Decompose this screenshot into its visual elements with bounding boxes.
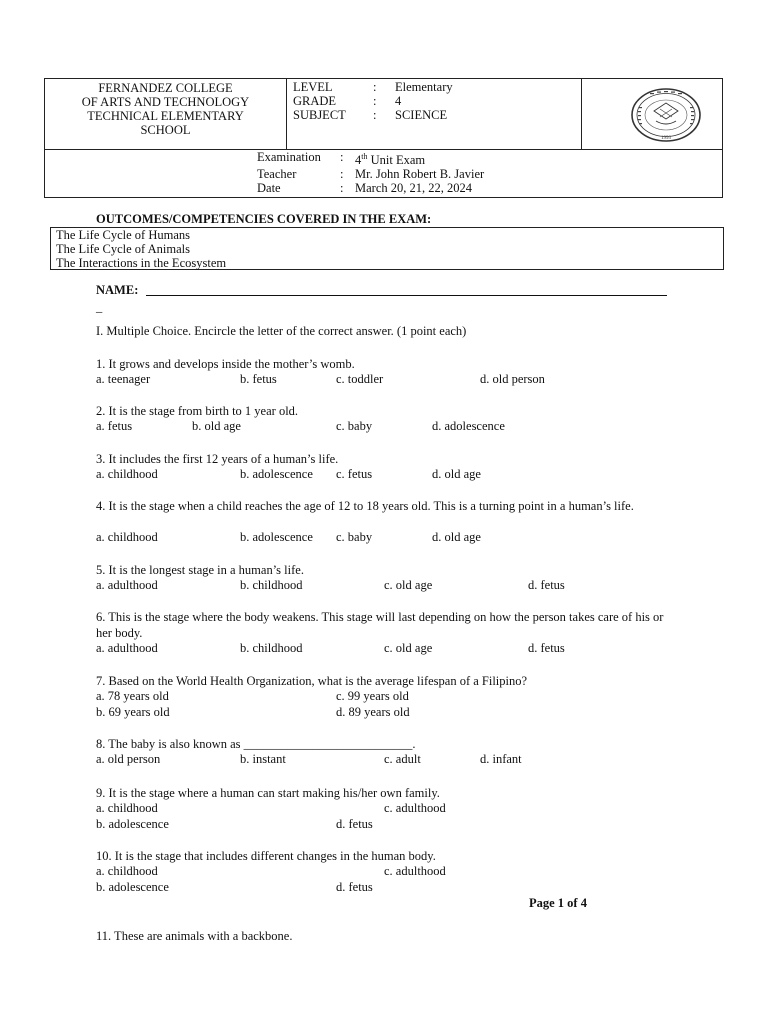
answer-option[interactable]: b. adolescence xyxy=(96,880,169,894)
question: 8. The baby is also known as ___________________________. xyxy=(96,737,416,751)
colon: : xyxy=(340,167,344,182)
answer-option[interactable]: a. fetus xyxy=(96,419,133,433)
question: 2. It is the stage from birth to 1 year old. xyxy=(96,404,299,418)
date-row xyxy=(257,181,484,195)
answer-option[interactable]: c. fetus xyxy=(336,467,373,481)
question: 5. It is the longest stage in a human’s life. xyxy=(96,563,304,577)
answer-option[interactable]: d. fetus xyxy=(336,817,373,831)
school-line: FERNANDEZ COLLEGE xyxy=(98,81,233,95)
exam-value: 4th Unit Exam xyxy=(355,152,426,168)
page-number: Page 1 of 4 xyxy=(529,896,587,910)
school-name xyxy=(45,79,287,149)
answer-option[interactable]: a. old person xyxy=(96,752,161,766)
school-line: TECHNICAL ELEMENTARY xyxy=(87,109,244,123)
teacher-label: Teacher xyxy=(257,167,297,182)
answer-option[interactable]: c. toddler xyxy=(336,372,384,386)
answer-option[interactable]: a. adulthood xyxy=(96,578,158,592)
logo-cell xyxy=(582,79,722,149)
colon: : xyxy=(340,181,344,196)
class-info xyxy=(287,79,582,149)
answer-option[interactable]: b. instant xyxy=(240,752,286,766)
outcomes-title: OUTCOMES/COMPETENCIES COVERED IN THE EXAM: xyxy=(96,212,432,226)
answer-option[interactable]: c. old age xyxy=(384,641,433,655)
answer-option[interactable]: d. fetus xyxy=(528,578,565,592)
grade-label: GRADE xyxy=(293,94,337,108)
outcome-item: The Life Cycle of Animals xyxy=(56,242,190,256)
school-seal-icon xyxy=(630,87,702,143)
answer-option[interactable]: a. childhood xyxy=(96,801,158,815)
answer-option[interactable]: a. 78 years old xyxy=(96,689,169,703)
level-value: Elementary xyxy=(395,80,453,94)
name-dash: _ xyxy=(96,300,103,314)
answer-option[interactable]: c. adulthood xyxy=(384,864,446,878)
answer-option[interactable]: b. old age xyxy=(192,419,241,433)
answer-option[interactable]: a. childhood xyxy=(96,530,158,544)
question: 6. This is the stage where the body weakens. This stage will last depending on how the person takes care of his or her body. xyxy=(96,610,664,640)
answer-option[interactable]: b. adolescence xyxy=(240,530,313,544)
answer-option[interactable]: a. adulthood xyxy=(96,641,158,655)
answer-option[interactable]: b. childhood xyxy=(240,578,303,592)
outcome-item: The Life Cycle of Humans xyxy=(56,228,190,242)
date-label: Date xyxy=(257,181,281,196)
header-top-row xyxy=(45,79,722,150)
school-line: OF ARTS AND TECHNOLOGY xyxy=(81,95,250,109)
answer-option[interactable]: d. fetus xyxy=(528,641,565,655)
name-label: NAME: xyxy=(96,283,139,297)
svg-text:1993: 1993 xyxy=(661,136,671,141)
level-label: LEVEL xyxy=(293,80,333,94)
outcome-item: The Interactions in the Ecosystem xyxy=(56,256,227,270)
question: 3. It includes the first 12 years of a human’s life. xyxy=(96,452,339,466)
answer-option[interactable]: c. adult xyxy=(384,752,421,766)
answer-option[interactable]: c. 99 years old xyxy=(336,689,409,703)
colon: : xyxy=(373,80,377,94)
answer-option[interactable]: a. childhood xyxy=(96,467,158,481)
answer-option[interactable]: c. adulthood xyxy=(384,801,446,815)
date-value: March 20, 21, 22, 2024 xyxy=(355,181,472,196)
question: 9. It is the stage where a human can start making his/her own family. xyxy=(96,786,440,800)
answer-option[interactable]: d. adolescence xyxy=(432,419,505,433)
answer-option[interactable]: b. adolescence xyxy=(240,467,313,481)
exam-details xyxy=(257,150,484,195)
question: 4. It is the stage when a child reaches the age of 12 to 18 years old. This is a turning point in a human’s life. xyxy=(96,499,634,513)
answer-option[interactable]: a. teenager xyxy=(96,372,151,386)
header-table xyxy=(44,78,723,198)
grade-value: 4 xyxy=(395,94,402,108)
answer-option[interactable]: a. childhood xyxy=(96,864,158,878)
grade-row xyxy=(293,94,581,108)
question: 11. These are animals with a backbone. xyxy=(96,929,293,943)
subject-row xyxy=(293,108,581,122)
answer-option[interactable]: d. 89 years old xyxy=(336,705,410,719)
exam-label: Examination xyxy=(257,150,321,164)
answer-option[interactable]: d. old age xyxy=(432,467,481,481)
answer-option[interactable]: d. old person xyxy=(480,372,545,386)
question: 1. It grows and develops inside the mother’s womb. xyxy=(96,357,355,371)
answer-option[interactable]: d. old age xyxy=(432,530,481,544)
colon: : xyxy=(340,150,344,164)
school-line: SCHOOL xyxy=(140,123,191,137)
instructions: I. Multiple Choice. Encircle the letter of the correct answer. (1 point each) xyxy=(96,324,467,338)
level-row xyxy=(293,80,581,94)
answer-option[interactable]: b. childhood xyxy=(240,641,303,655)
colon: : xyxy=(373,108,377,122)
subject-value: SCIENCE xyxy=(395,108,448,122)
subject-label: SUBJECT xyxy=(293,108,346,122)
question: 10. It is the stage that includes different changes in the human body. xyxy=(96,849,436,863)
teacher-row xyxy=(257,167,484,181)
answer-option[interactable]: b. adolescence xyxy=(96,817,169,831)
colon: : xyxy=(373,94,377,108)
question: 7. Based on the World Health Organization, what is the average lifespan of a Filipino? xyxy=(96,674,528,688)
answer-option[interactable]: d. fetus xyxy=(336,880,373,894)
answer-option[interactable]: c. old age xyxy=(384,578,433,592)
answer-option[interactable]: c. baby xyxy=(336,530,373,544)
outcomes-box xyxy=(50,227,724,270)
answer-option[interactable]: b. 69 years old xyxy=(96,705,170,719)
teacher-value: Mr. John Robert B. Javier xyxy=(355,167,485,182)
exam-row xyxy=(257,150,484,167)
answer-option[interactable]: d. infant xyxy=(480,752,522,766)
answer-option[interactable]: b. fetus xyxy=(240,372,277,386)
name-field[interactable] xyxy=(146,295,667,296)
answer-option[interactable]: c. baby xyxy=(336,419,373,433)
